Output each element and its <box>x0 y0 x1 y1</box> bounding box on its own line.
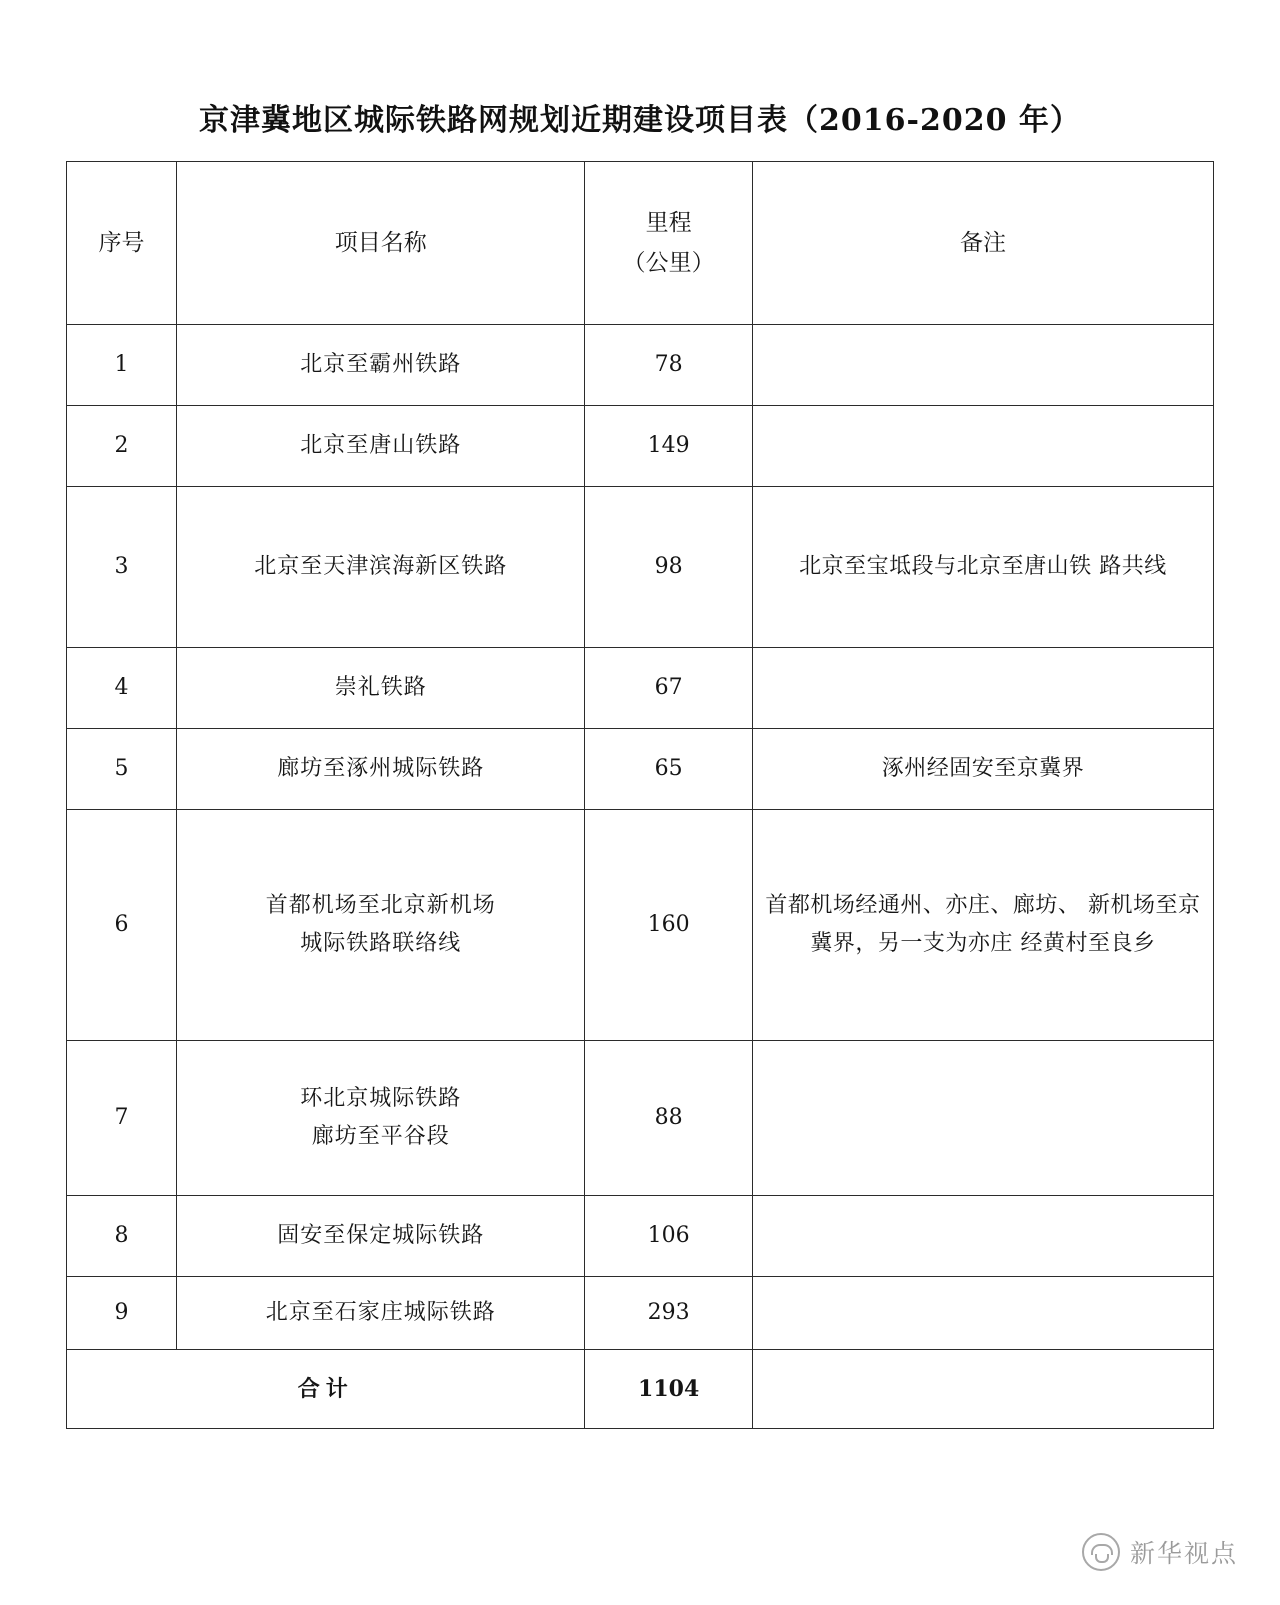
column-header-mileage-unit: （公里） <box>622 250 715 276</box>
table-body <box>67 325 1214 1429</box>
cell-note-line: 路共线 <box>1099 553 1167 579</box>
total-mileage: 1104 <box>585 1350 752 1429</box>
cell-project-name: 廊坊至涿州城际铁路 <box>177 729 585 810</box>
cell-mileage: 160 <box>585 810 752 1041</box>
cell-note-line: 经黄村至良乡 <box>1020 931 1156 956</box>
page-title: 京津冀地区城际铁路网规划近期建设项目表（2016-2020 年） <box>199 103 1081 138</box>
cell-no: 6 <box>67 810 177 1041</box>
cell-note <box>752 1277 1213 1350</box>
column-header-note: 备注 <box>752 162 1213 325</box>
cell-project-name: 北京至霸州铁路 <box>177 325 585 406</box>
cell-project-name: 北京至天津滨海新区铁路 <box>177 487 585 648</box>
cell-project-name: 崇礼铁路 <box>177 648 585 729</box>
cell-project-name-line: 首都机场至北京新机场 <box>265 892 496 918</box>
watermark <box>1082 1533 1238 1571</box>
column-header-no: 序号 <box>67 162 177 325</box>
table-header <box>67 162 1214 325</box>
table-row <box>67 1277 1214 1350</box>
cell-no: 3 <box>67 487 177 648</box>
cell-project-name-line: 廊坊至平谷段 <box>311 1124 450 1149</box>
total-label: 合计 <box>67 1350 585 1429</box>
cell-note <box>752 648 1213 729</box>
cell-mileage: 78 <box>585 325 752 406</box>
cell-no: 7 <box>67 1041 177 1196</box>
table-row <box>67 810 1214 1041</box>
cell-project-name-line: 环北京城际铁路 <box>300 1085 462 1111</box>
cell-note-line: 首都机场经通州、亦庄、廊坊、 <box>765 892 1081 918</box>
table-row <box>67 325 1214 406</box>
cell-mileage: 67 <box>585 648 752 729</box>
table-row <box>67 648 1214 729</box>
wechat-icon <box>1082 1533 1120 1571</box>
cell-no: 8 <box>67 1196 177 1277</box>
railway-projects-table <box>66 161 1214 1429</box>
cell-no: 1 <box>67 325 177 406</box>
column-header-mileage <box>585 162 752 325</box>
cell-mileage: 88 <box>585 1041 752 1196</box>
table-row <box>67 1196 1214 1277</box>
cell-project-name <box>177 1041 585 1196</box>
cell-project-name: 北京至石家庄城际铁路 <box>177 1277 585 1350</box>
total-note <box>752 1350 1213 1429</box>
cell-mileage: 65 <box>585 729 752 810</box>
cell-note-line: 北京至宝坻段与北京至唐山铁 <box>799 553 1092 579</box>
cell-no: 2 <box>67 406 177 487</box>
table-row <box>67 406 1214 487</box>
cell-note: 涿州经固安至京冀界 <box>752 729 1213 810</box>
cell-no: 4 <box>67 648 177 729</box>
cell-note <box>752 487 1213 648</box>
cell-note <box>752 810 1213 1041</box>
cell-no: 9 <box>67 1277 177 1350</box>
table-row <box>67 1041 1214 1196</box>
cell-mileage: 293 <box>585 1277 752 1350</box>
table-header-row <box>67 162 1214 325</box>
cell-note <box>752 406 1213 487</box>
table-row <box>67 729 1214 810</box>
cell-project-name-line: 城际铁路联络线 <box>300 931 462 956</box>
table-row <box>67 487 1214 648</box>
cell-no: 5 <box>67 729 177 810</box>
cell-mileage: 106 <box>585 1196 752 1277</box>
cell-note <box>752 325 1213 406</box>
cell-note <box>752 1041 1213 1196</box>
table-total-row <box>67 1350 1214 1429</box>
cell-project-name: 固安至保定城际铁路 <box>177 1196 585 1277</box>
cell-mileage: 98 <box>585 487 752 648</box>
column-header-name: 项目名称 <box>177 162 585 325</box>
cell-project-name <box>177 810 585 1041</box>
watermark-label: 新华视点 <box>1129 1539 1238 1568</box>
cell-project-name: 北京至唐山铁路 <box>177 406 585 487</box>
cell-note-line: 新机场至京冀界，另一支为亦庄 <box>810 892 1201 956</box>
column-header-mileage-line1: 里程 <box>645 209 692 236</box>
cell-note <box>752 1196 1213 1277</box>
table-container <box>0 161 1280 1429</box>
cell-mileage: 149 <box>585 406 752 487</box>
